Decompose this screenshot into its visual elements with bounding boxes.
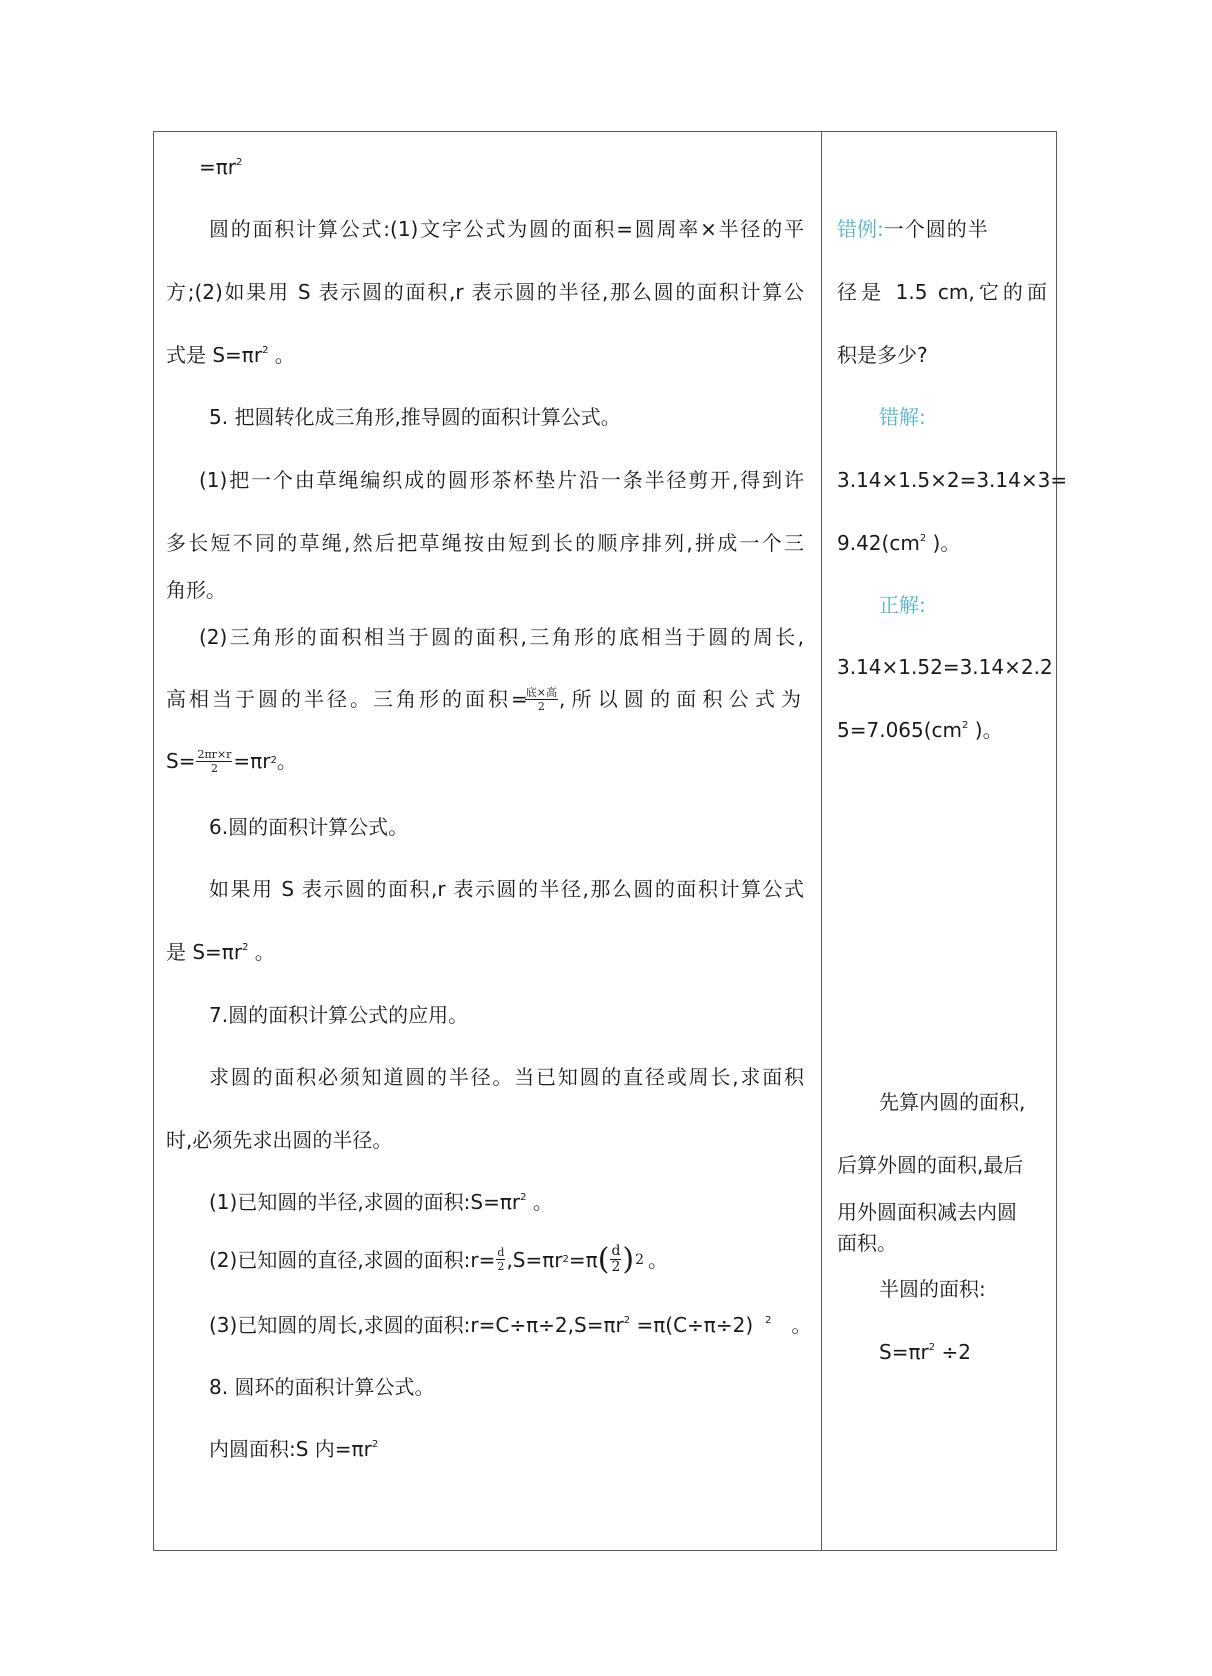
error-example: 错例:一个圆的半 xyxy=(837,217,989,241)
annulus-note-line-4: 面积。 xyxy=(837,1231,897,1255)
paragraph-derivation-2: 多长短不同的草绳,然后把草绳按由短到长的顺序排列,拼成一个三 xyxy=(166,531,804,555)
paragraph-triangle-1: (2)三角形的面积相当于圆的面积,三角形的底相当于圆的周长, xyxy=(199,625,804,649)
wrong-solution-label: 错解: xyxy=(879,405,926,429)
content-table xyxy=(153,131,1068,1551)
paragraph-area-formula-2: 方;(2)如果用 S 表示圆的面积,r 表示圆的半径,那么圆的面积计算公 xyxy=(166,280,804,304)
paragraph-derivation-1: (1)把一个由草绳编织成的圆形茶杯垫片沿一条半径剪开,得到许 xyxy=(199,468,804,492)
heading-7: 7.圆的面积计算公式的应用。 xyxy=(209,1003,469,1027)
heading-5: 5. 把圆转化成三角形,推导圆的面积计算公式。 xyxy=(209,405,621,429)
paragraph-triangle-2: 高相当于圆的半径。三角形的面积= $\frac{\text{底×高}}{2}$ ,所以圆的面积公式为 xyxy=(166,685,804,713)
paragraph-derivation-3: 角形。 xyxy=(166,578,226,602)
error-example-label: 错例: xyxy=(837,217,884,241)
case-circumference: (3)已知圆的周长,求圆的面积$:r=C\div\pi\div 2,S=\pi r^2 =\pi(C\div\pi\div 2)$ $^2$ 。 xyxy=(209,1313,812,1337)
heading-6: 6.圆的面积计算公式。 xyxy=(209,815,409,839)
annulus-note-line-2: 后算外圆的面积,最后 xyxy=(837,1153,1024,1177)
error-example-line-3: 积是多少? xyxy=(837,343,928,367)
wrong-solution-line-1: 3.14×1.5×2=3.14×3= xyxy=(837,468,1068,492)
paren-d-over-2-squared: ( $\frac{d}{2}$ ) 2 xyxy=(597,1241,645,1277)
paragraph-area-formula-3: 式是 $S=\pi r^2$ 。 xyxy=(166,343,295,367)
paragraph-formula-1: 如果用 S 表示圆的面积,r 表示圆的半径,那么圆的面积计算公式 xyxy=(209,877,804,901)
annulus-note-line-3: 用外圆面积减去内圆 xyxy=(837,1200,1017,1224)
correct-solution-line-1: 3.14×1.52=3.14×2.2 xyxy=(837,655,1053,679)
paragraph-area-formula-1: 圆的面积计算公式:(1)文字公式为圆的面积=圆周率×半径的平 xyxy=(209,217,804,241)
paragraph-triangle-3: S= $\frac{2\pi r\times r}{2}$ =πr 2 。 xyxy=(166,747,297,775)
annulus-note-line-1: 先算内圆的面积, xyxy=(879,1090,1026,1114)
column-divider xyxy=(821,132,822,1550)
fraction-base-height: $\frac{\text{底×高}}{2}$ xyxy=(525,685,557,713)
wrong-solution-line-2: $9.42(cm^2$ )。 xyxy=(837,531,961,555)
paragraph-formula-2: 是 $S=\pi r^2$ 。 xyxy=(166,940,275,964)
heading-8: 8. 圆环的面积计算公式。 xyxy=(209,1375,435,1399)
correct-solution-line-2: $5=7.065(cm^2$ )。 xyxy=(837,718,1003,742)
paragraph-application-2: 时,必须先求出圆的半径。 xyxy=(166,1128,393,1152)
correct-solution-label: 正解: xyxy=(879,593,926,617)
semicircle-label: 半圆的面积: xyxy=(879,1277,986,1301)
paragraph-application-1: 求圆的面积必须知道圆的半径。当已知圆的直径或周长,求面积 xyxy=(209,1065,804,1089)
fraction-d-over-2: $\frac{d}{2}$ xyxy=(497,1246,505,1273)
case-diameter: (2)已知圆的直径,求圆的面积:r= $\frac{d}{2}$ ,S=πr 2 =π ( $\frac{d}{2}$ ) 2 。 xyxy=(209,1241,669,1277)
fraction-2pir-r: $\frac{2\pi r\times r}{2}$ xyxy=(197,747,232,775)
case-radius: (1)已知圆的半径,求圆的面积$:S=\pi r^2$ 。 xyxy=(209,1190,553,1214)
error-example-line-2: 径是 1.5 cm,它的面 xyxy=(837,280,1047,304)
formula-line-1: $=\pi r^2$ xyxy=(199,155,243,179)
annulus-inner-area: 内圆面积:S 内$=\pi r^2$ xyxy=(209,1437,379,1461)
semicircle-formula: $S=\pi r^2 \div 2$ xyxy=(879,1340,971,1364)
